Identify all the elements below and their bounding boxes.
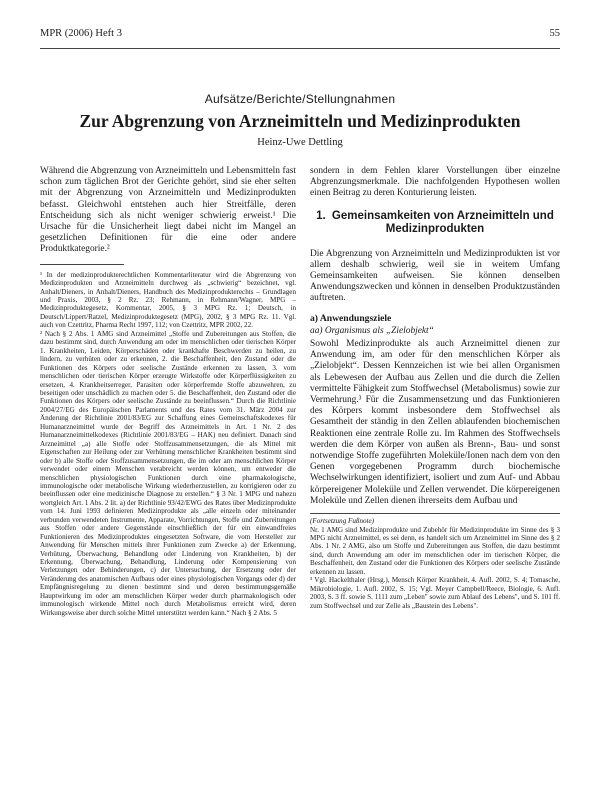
footnote-2: ² Nach § 2 Abs. 1 AMG sind Arzneimittel „Stoffe und Zubereitungen aus Stoffen, die dazu bestimmt sind, durch Anwendung am oder im menschlichen oder tierischen Körper 1. Krankheiten, Leiden, Körperschäden oder krankhafte Beschwerden zu heilen, zu lindern, zu verhüten oder zu erkennen, 2. die Beschaffenheit, den Zustand oder die Funktionen des Körpers oder seelische Zustände erkennen zu lassen, 3. vom menschlichen oder tierischen Körper erzeugte Wirkstoffe oder Körperflüssigkeiten zu ersetzen, 4. Krankheitserreger, Parasiten oder körperfremde Stoffe abzuwehren, zu beseitigen oder unschädlich zu machen oder 5. die Beschaffenheit, den Zustand oder die Funktionen des Körpers oder seelische Zustände zu beeinflussen.“ Durch die Richtlinie 2004/27/EG des Europäischen Parlaments und des Rates vom 31. März 2004 zur Änderung der Richtlinie 2001/83/EG zur Schaffung eines Gemeinschaftskodexes für Humanarzneimittel wurde der Begriff des Arzneimittels in Art. 1 Nr. 2 des Humanarzneimittelkodexes (Richtlinie 2001/83/EG – HAK) neu definiert. Danach sind Arzneimittel „a) alle Stoffe oder Stoffzusammensetzungen, die als Mittel mit Eigenschaften zur Heilung oder zur Verhütung menschlicher Krankheiten bestimmt sind oder b) alle Stoffe oder Stoffzusammensetzungen, die im oder am menschlichen Körper verwendet oder einem Menschen verabreicht werden können, um entweder die menschlichen physiologischen Funktionen durch eine pharmakologische, immunologische oder metabolische Wirkung wiederherzustellen, zu korrigieren oder zu beeinflussen oder eine medizinische Diagnose zu erstellen.“ § 3 Nr. 1 MPG und nahezu wortgleich Art. 1 Abs. 2 lit. a) der Richtlinie 93/42/EWG des Rates über Medizinprodukte vom 14. Juni 1993 definieren Medizinprodukte als „alle einzeln oder miteinander verbunden verwendeten Instrumente, Apparate, Vorrichtungen, Stoffe und Zubereitungen aus Stoffen oder andere Gegenstände einschließlich der für ein einwandfreies Funktionieren des Medizinproduktes eingesetzten Software, die vom Hersteller zur Anwendung für Menschen mittels ihrer Funktionen zum Zwecke a) der Erkennung, Verhütung, Überwachung, Behandlung oder Linderung von Krankheiten, b) der Erkennung, Überwachung, Behandlung, Linderung oder Kompensierung von Verletzungen oder Behinderungen, c) der Untersuchung, der Ersetzung oder der Veränderung des anatomischen Aufbaus oder eines physiologischen Vorgangs oder d) der Empfängnisregelung zu dienen bestimmt sind und deren bestimmungsgemäße Hauptwirkung im oder am menschlichen Körper weder durch pharmakologisch oder immunologisch wirkende Mittel noch durch Metabolismus erreicht wird, deren Wirkungsweise aber durch solche Mittel unterstützt werden kann.“ Nach § 2 Abs. 5 xyxy=(40,329,296,617)
right-column xyxy=(310,166,560,610)
footnotes xyxy=(40,271,296,618)
paragraph-1: Die Abgrenzung von Arzneimitteln und Medizinprodukten ist vor allem deshalb schwierig, weil sie in weitem Umfang Gemeinsamkeiten aufweisen. Sie können denselben Anwendungszwecken und können in denselben Produktzuständen auftreten. xyxy=(310,248,560,304)
intro-continuation: sondern in dem Fehlen klarer Vorstellungen über einzelne Abgrenzungsmerkmale. Die nachfolgenden Hypothesen wollen einen Beitrag zu deren Konturierung leisten. xyxy=(310,166,560,199)
left-column xyxy=(40,166,296,617)
section-number: 1. xyxy=(316,209,326,222)
paragraph-2: Sowohl Medizinprodukte als auch Arzneimittel dienen zur Anwendung im, am oder für den menschlichen Körper als „Zielobjekt“. Dessen Kennzeichen ist wie bei allen Organismen als Lebewesen der Aufbau aus Zellen und die durch die Zellen vermittelte Fähigkeit zum Stoffwechsel (Metabolismus) sowie zur Vermehrung.³ Für die Zusammensetzung und das Funktionieren des Körpers kommt insbesondere dem Stoffwechsel als Gesamtheit der ständig in den Zellen ablaufenden biochemischen Reaktionen eine zentrale Rolle zu. Im Rahmen des Stoffwechsels werden die dem Körper von außen als Brenn-, Bau- und sonst notwendige Stoffe zugeführten Moleküle/Ionen nach dem von den Genen vorgegebenen Programm durch biochemische Wechselwirkungen identifiziert, isoliert und zum Auf- und Abbau körpereigener Moleküle und Zellen verwendet. Die körpereigenen Moleküle und Zellen dienen ihrerseits dem Aufbau und xyxy=(310,339,560,506)
section-heading xyxy=(310,210,560,237)
footnote-rule xyxy=(40,264,124,265)
section-label: Aufsätze/Berichte/Stellungnahmen xyxy=(204,92,396,106)
article-author: Heinz-Uwe Dettling xyxy=(257,137,343,148)
subheading: a) Anwendungsziele xyxy=(310,312,392,324)
footnote-2-continued: Nr. 1 AMG sind Medizinprodukte und Zubehör für Medizinprodukte im Sinne des § 3 MPG nicht Arzneimittel, es sei denn, es handelt sich um Arzneimittel im Sinne des § 2 Abs. 1 Nr. 2 AMG, also um Stoffe und Zubereitungen aus Stoffen, die dazu bestimmt sind, durch Anwendung am oder im menschlichen oder im tierischen Körper, die Beschaffenheit, den Zustand oder die Funktionen des Körpers oder seelische Zustände erkennen zu lassen. xyxy=(310,525,560,576)
page-number: 55 xyxy=(549,28,560,39)
article-title: Zur Abgrenzung von Arzneimitteln und Medizinprodukten xyxy=(79,111,521,131)
footnote-continuation-title: (Fortsetzung Fußnote) xyxy=(310,517,375,526)
footnote-continuation xyxy=(310,513,560,610)
intro-paragraph: Während die Abgrenzung von Arzneimitteln und Lebensmitteln fast schon zum täglichen Brot der Gerichte gehört, sind sie eher selten mit der Abgrenzung von Arzneimitteln und Medizinprodukten befasst. Gleichwohl entstehen auch hier Streitfälle, deren Entscheidung sich als nicht weniger schwierig erweist.¹ Die Ursache für die Unsicherheit liegt dabei nicht im Mangel an gesetzlichen Definitionen für die eine oder andere Produktkategorie.² xyxy=(40,166,296,255)
section-heading-text: Gemeinsamkeiten von Arzneimitteln und Medizinprodukten xyxy=(331,209,554,236)
sub-subheading: aa) Organismus als „Zielobjekt“ xyxy=(310,325,434,336)
footnote-1: ¹ In der medizinprodukterechtlichen Kommentarliteratur wird die Abgrenzung von Medizinprodukten und Arzneimitteln durchweg als „schwierig“ bezeichnet, vgl. Anhalt/Dieners, in Anhalt/Dieners, Handbuch des Medizinprodukterechts – Grundlagen und Praxis, 2003, § 2 Rz. 23; Rehmann, in Rehmann/Wagner, MPG – Medizinproduktegesetz, Kommentar, 2005, § 3 MPG Rz. 1; Deutsch, in Deutsch/Lippert/Ratzel, Medizinproduktegesetz (MPG), 2002, § 3 MPG Rz. 11. Vgl. auch von Czettritz, Pharma Recht 1997, 112; von Czettritz, MPR 2002, 22. xyxy=(40,270,296,330)
footnote-3: ³ Vgl. Hackelthaler (Hrsg.), Mensch Körper Krankheit, 4. Aufl. 2002, S. 4; Tomasche, Mikrobiologie, 1. Aufl. 2002, S. 15; Vgl. Meyer Campbell/Reece, Biologie, 6. Aufl. 2003, S. 3 ff. sowie S. 1111 zum „Leben" sowie zum Ablauf des Lebens", und S. 101 ff. zum Stoffwechsel und zur Zelle als „Baustein des Lebens". xyxy=(310,576,560,610)
running-header xyxy=(40,28,560,44)
journal-reference: MPR (2006) Heft 3 xyxy=(40,28,122,39)
header-rule xyxy=(40,48,560,49)
